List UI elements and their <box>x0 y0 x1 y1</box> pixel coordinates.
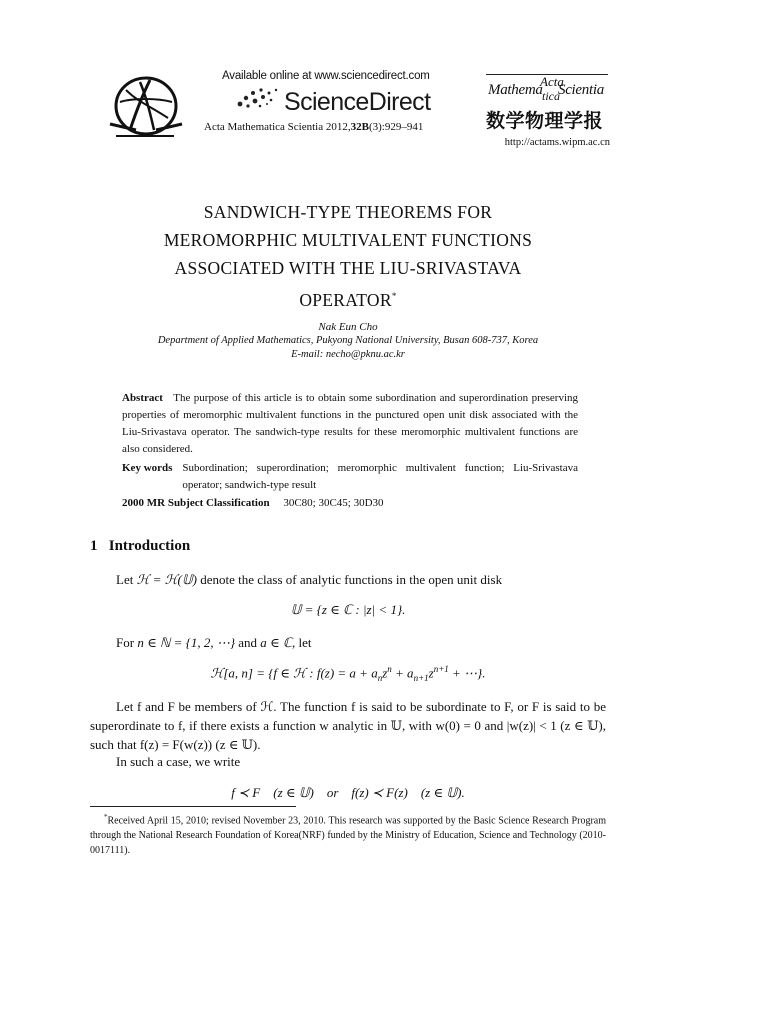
abstract-text: The purpose of this article is to obtain some subordination and superordination preserving properties of meromorphic multivalent functions in the punctured open unit disk associated with the Liu-Srivastava operator. The sandwich-type results for these meromorphic multivalent functions are also considered. <box>122 392 578 455</box>
keywords-text: Subordination; superordination; meromorphic multivalent function; Liu-Srivastava operator; sandwich-type result <box>182 462 578 491</box>
title-line-2: MEROMORPHIC MULTIVALENT FUNCTIONS <box>163 230 533 250</box>
journal-logo <box>486 74 608 132</box>
footnote-marker: * <box>104 813 108 821</box>
eq2-mid3: z <box>428 665 434 681</box>
eq2-sup1: n <box>387 664 392 674</box>
logo-latin-2: Acta <box>540 74 564 89</box>
eq2-sub1: n <box>377 672 383 683</box>
sciencedirect-dots-icon <box>236 86 280 110</box>
title-line-3: ASSOCIATED WITH THE LIU-SRIVASTAVA <box>174 258 522 278</box>
logo-latin-4: Scientia <box>558 82 604 98</box>
equation-h-a-n <box>90 664 606 683</box>
logo-latin-3: tica <box>542 89 560 103</box>
math-a-def: a ∈ ℂ <box>260 635 292 650</box>
equation-subordination: f ≺ F (z ∈ 𝕌) or f(z) ≺ F(z) (z ∈ 𝕌). <box>231 785 465 800</box>
equation-unit-disk: 𝕌 = {z ∈ ℂ : |z| < 1}. <box>290 602 406 617</box>
p2-text-b: and <box>235 635 261 650</box>
paper-title <box>98 198 598 314</box>
author-email[interactable]: E-mail: necho@pknu.ac.kr <box>291 349 405 360</box>
section-number: 1 <box>90 538 98 554</box>
title-line-1: SANDWICH-TYPE THEOREMS FOR <box>203 202 493 222</box>
paragraph-1 <box>90 570 606 589</box>
p1-text-a: Let <box>116 572 137 587</box>
keywords-label: Key words <box>122 462 173 474</box>
logo-latin-1: Mathema <box>488 82 543 98</box>
eq2-sup2: n+1 <box>433 664 449 674</box>
abstract-label: Abstract <box>122 392 163 404</box>
eq2-sub2: n+1 <box>413 672 429 683</box>
citation-prefix: Acta Mathematica Scientia 2012, <box>204 121 351 133</box>
math-h-def: ℋ = ℋ(𝕌) <box>136 572 197 587</box>
footnote <box>90 810 606 858</box>
eq2-mid2: + a <box>391 665 414 681</box>
eq2-end: + ⋯}. <box>448 665 486 681</box>
math-n-def: n ∈ ℕ = {1, 2, ⋯} <box>137 635 236 650</box>
sciencedirect-wordmark: ScienceDirect <box>284 88 431 116</box>
keywords <box>122 460 578 494</box>
section-heading <box>90 538 190 555</box>
citation-suffix: (3):929–941 <box>368 121 424 133</box>
footnote-rule <box>90 806 296 807</box>
eq2-mid1: z <box>382 665 388 681</box>
paragraph-4: In such a case, we write <box>116 754 241 769</box>
journal-url[interactable]: http://actams.wipm.ac.cn <box>504 137 610 148</box>
msc-codes: 30C80; 30C45; 30D30 <box>283 497 384 509</box>
paragraph-3: Let f and F be members of ℋ. The function f is said to be subordinate to F, or F is said to be superordinate to f, if there exists a function w analytic in 𝕌, with w(0) = 0 and |w(z)| < 1 (z ∈ 𝕌), such that f(z) = F(w(z)) (z ∈ 𝕌). <box>90 699 606 752</box>
msc-classification <box>122 497 578 509</box>
title-line-4 <box>98 282 598 314</box>
author-name: Nak Eun Cho <box>318 321 378 333</box>
section-title: Introduction <box>108 538 191 554</box>
title-footnote-marker: * <box>391 291 397 301</box>
p2-text-c: , let <box>292 635 312 650</box>
p2-text-a: For <box>116 635 138 650</box>
elsevier-tree-logo <box>106 72 184 142</box>
eq2-lhs: ℋ[a, n] = {f ∈ ℋ : f(z) = a + a <box>210 665 378 681</box>
journal-citation <box>204 121 423 133</box>
citation-volume: 32B <box>350 121 369 133</box>
abstract <box>122 390 578 458</box>
title-line-4-text: OPERATOR <box>299 289 392 310</box>
author-affiliation: Department of Applied Mathematics, Pukyong National University, Busan 608-737, Korea <box>157 335 539 346</box>
footnote-text: Received April 15, 2010; revised November 23, 2010. This research was supported by the Basic Science Research Program through the National Research Foundation of Korea(NRF) funded by the Ministry of Education, Science and Technology (2010-0017111). <box>90 815 606 857</box>
logo-chinese-title: 数学物理学报 <box>486 111 604 132</box>
paragraph-2 <box>90 633 606 652</box>
msc-label: 2000 MR Subject Classification <box>122 497 270 509</box>
p1-text-b: denote the class of analytic functions in the open unit disk <box>197 572 503 587</box>
available-online-text: Available online at www.sciencedirect.com <box>222 70 430 82</box>
